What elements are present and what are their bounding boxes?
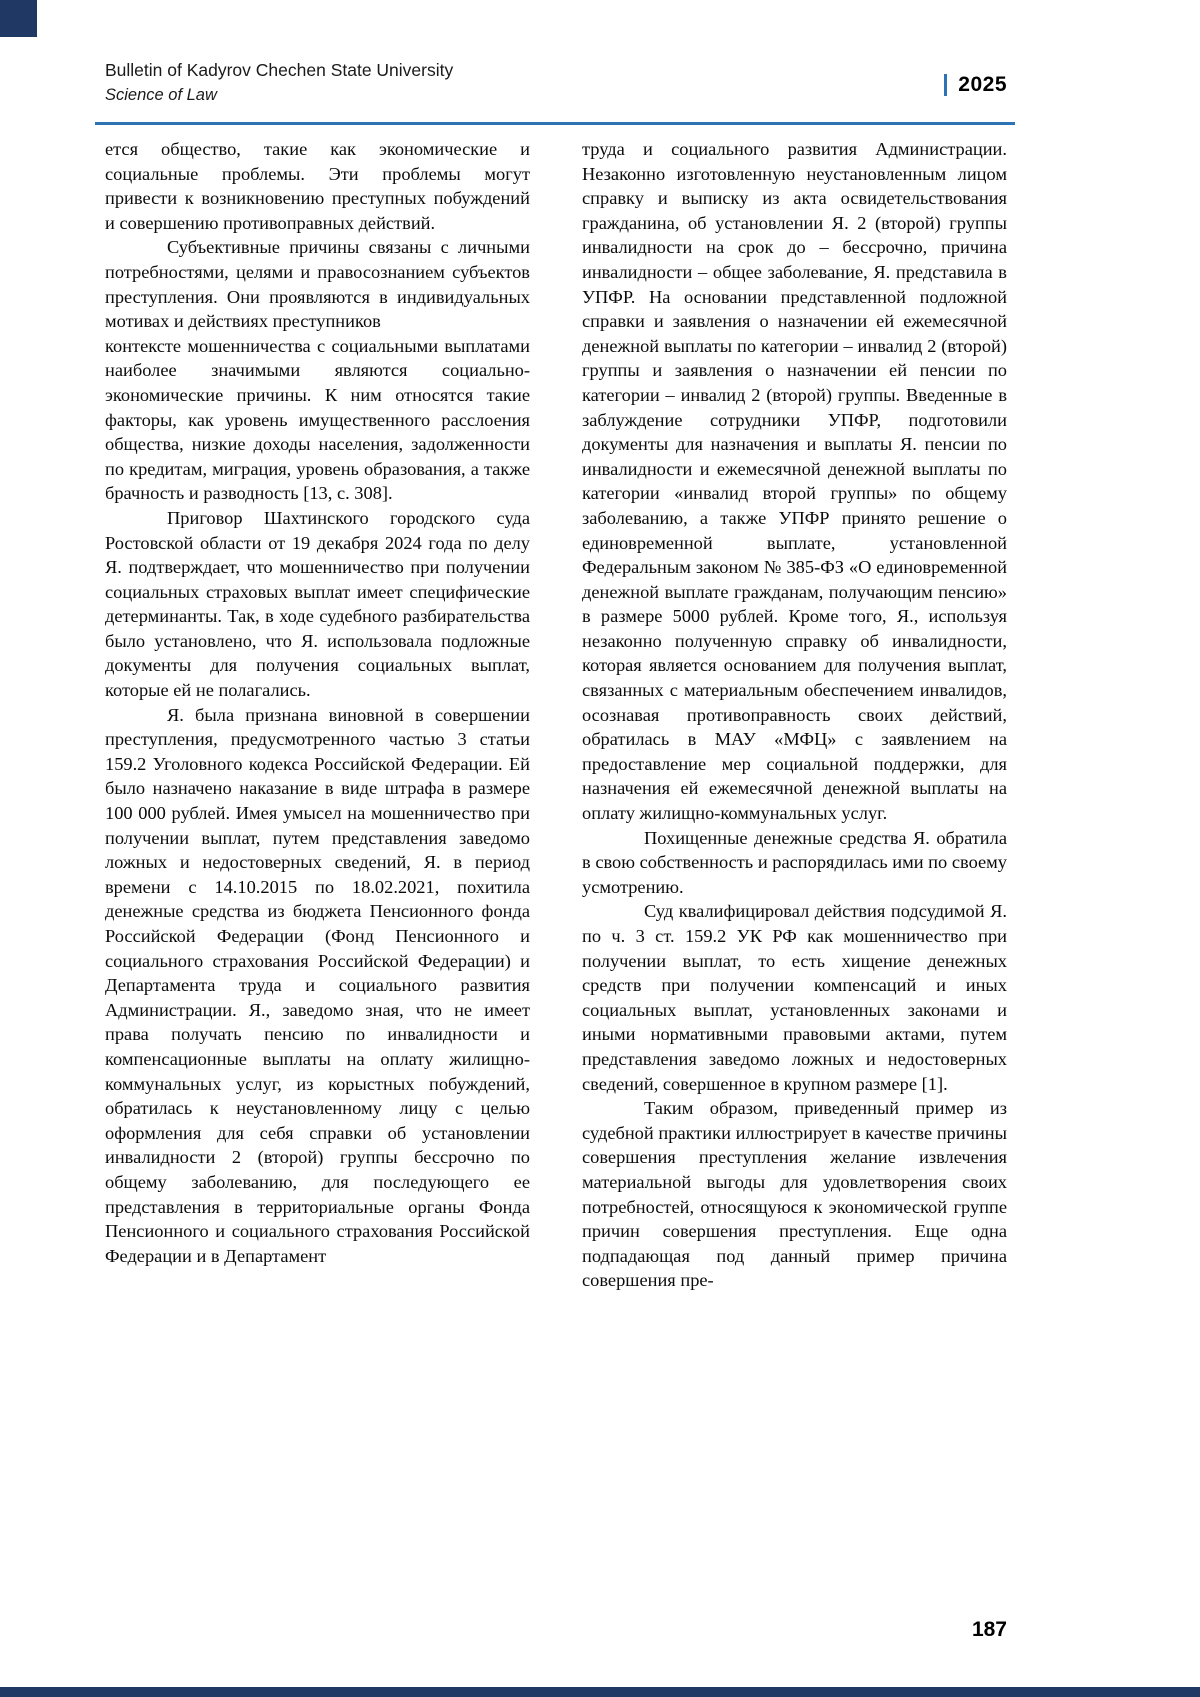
paragraph: Субъективные причины связаны с личными потребностями, целями и правосознанием субъектов преступления. Они проявляются в индивидуальных мотивах и действиях преступников xyxy=(105,237,530,332)
paragraph: ется общество, такие как экономические и социальные проблемы. Эти проблемы могут привести к возникновению преступных побуждений и совершению противоправных действий. xyxy=(105,139,530,233)
paragraph: Приговор Шахтинского городского суда Ростовской области от 19 декабря 2024 года по делу Я. подтверждает, что мошенничество при получении социальных страховых выплат имеет специфические детерминанты. Так, в ходе судебного разбирательства было установлено, что Я. использовала подложные документы для получения социальных выплат, которые ей не полагались. xyxy=(105,507,530,701)
year-divider-bar xyxy=(944,74,947,96)
paragraph: Суд квалифицировал действия подсудимой Я. по ч. 3 ст. 159.2 УК РФ как мошенничество при получении выплат, то есть хищение денежных средств при получении компенсаций и иных социальных выплат, установленных законами и иными нормативными правовыми актами, путем представления заведомо ложных и недостоверных сведений, совершенное в крупном размере [1]. xyxy=(582,901,1007,1094)
journal-identity xyxy=(105,60,453,105)
right-column xyxy=(582,137,1007,1293)
journal-subtitle: Science of Law xyxy=(105,85,217,104)
publication-year-block xyxy=(944,73,1007,105)
article-body xyxy=(105,137,1007,1293)
left-column xyxy=(105,137,530,1293)
top-left-accent-square xyxy=(0,0,37,37)
paragraph: Похищенные денежные средства Я. обратила в свою собственность и распорядилась ими по своему усмотрению. xyxy=(582,827,1007,897)
paragraph: Я. была признана виновной в совершении преступления, предусмотренного частью 3 статьи 159.2 Уголовного кодекса Российской Федерации. Ей было назначено наказание в виде штрафа в размере 100 000 рублей. Имея умысел на мошенничество при получении выплат, путем представления заведомо ложных и недостоверных сведений, Я. в период времени с 14.10.2015 по 18.02.2021, похитила денежные средства из бюджета Пенсионного фонда Российской Федерации (Фонд Пенсионного и социального страхования Российской Федерации) и Департамента труда и социального развития Администрации. Я., заведомо зная, что не имеет права получать пенсию по инвалидности и компенсационные выплаты на оплату жилищно-коммунальных услуг, из корыстных побуждений, обратилась к неустановленному лицу с целью оформления для себя справки об установлении инвалидности 2 (второй) группы бессрочно по общему заболеванию, для последующего ее представления в территориальные органы Фонда Пенсионного и социального страхования Российской Федерации и в Департамент xyxy=(105,704,530,1266)
header-rule xyxy=(95,122,1015,125)
journal-title: Bulletin of Kadyrov Chechen State University xyxy=(105,60,454,80)
paragraph: Таким образом, приведенный пример из судебной практики иллюстрирует в качестве причины совершения преступления желание извлечения материальной выгоды для удовлетворения своих потребностей, относящуюся к экономической группе причин совершения преступления. Еще одна подпадающая под данный пример причина совершения пре- xyxy=(582,1098,1007,1291)
bottom-accent-bar xyxy=(0,1687,1200,1697)
publication-year: 2025 xyxy=(958,72,1007,96)
paragraph: труда и социального развития Администрации. Незаконно изготовленную неустановленным лицом справку и выписку из акта освидетельствования гражданина, об установлении Я. 2 (второй) группы инвалидности на срок до – бессрочно, причина инвалидности – общее заболевание, Я. представила в УПФР. На основании представленной подложной справки и заявления о назначении ей ежемесячной денежной выплаты по категории – инвалид 2 (второй) группы и заявления о назначении ей пенсии по категории – инвалид 2 (второй) группы. Введенные в заблуждение сотрудники УПФР, подготовили документы для назначения и выплаты Я. пенсии по инвалидности и ежемесячной денежной выплаты по категории «инвалид второй группы» по общему заболеванию, а также УПФР принято решение о единовременной выплате, установленной Федеральным законом № 385-ФЗ «О единовременной денежной выплате гражданам, получающим пенсию» в размере 5000 рублей. Кроме того, Я., используя незаконно полученную справку об инвалидности, которая является основанием для получения выплат, связанных с материальным обеспечением инвалидов, осознавая противоправность своих действий, обратилась в МАУ «МФЦ» с заявлением на предоставление мер социальной поддержки, для назначения ей ежемесячной денежной выплаты на оплату жилищно-коммунальных услуг. xyxy=(582,139,1007,824)
paragraph: контексте мошенничества с социальными выплатами наиболее значимыми являются социально-экономические причины. К ним относятся такие факторы, как уровень имущественного расслоения общества, низкие доходы населения, задолженности по кредитам, миграция, уровень образования, а также брачность и разводность [13, с. 308]. xyxy=(105,335,530,504)
page-number: 187 xyxy=(971,1618,1007,1641)
page-header xyxy=(105,60,1007,105)
